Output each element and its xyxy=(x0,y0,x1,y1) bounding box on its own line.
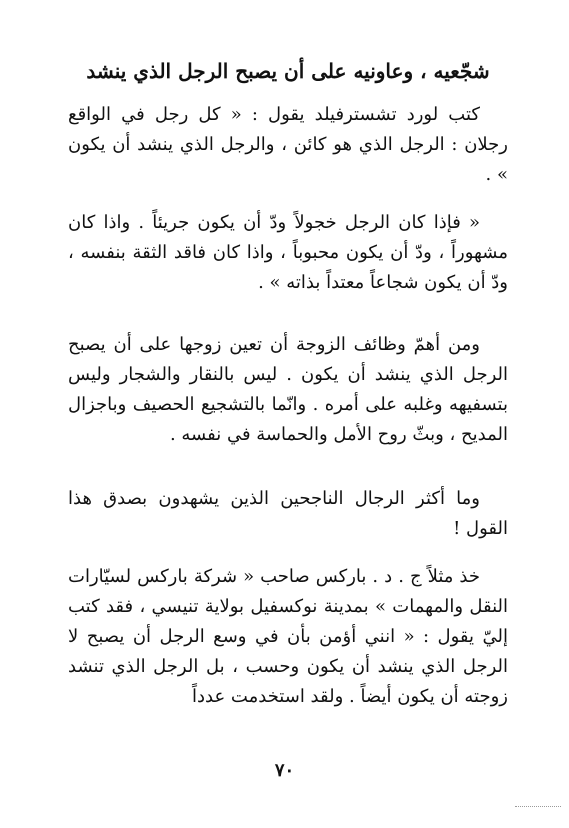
paragraph-3: ومن أهمّ وظائف الزوجة أن تعين زوجها على أن يصبح الرجل الذي ينشد أن يكون . ليس بالنقار والشجار وليس بتسفيهه وغلبه على أمره . وانّما بالتشجيع الحصيف وباجزال المديح ، وبثّ روح الأمل والحماسة في نفسه . xyxy=(68,334,508,445)
paragraph-4: وما أكثر الرجال الناجحين الذين يشهدون بصدق هذا القول ! xyxy=(68,488,508,539)
paragraph-2: « فإذا كان الرجل خجولاً ودّ أن يكون جريئاً . واذا كان مشهوراً ، ودّ أن يكون محبوباً ، واذا كان فاقد الثقة بنفسه ، ودّ أن يكون شجاعاً معتداً بذاته » . xyxy=(68,212,508,293)
page-number: ٧٠ xyxy=(274,760,295,781)
scan-edge-mark xyxy=(515,806,561,807)
page-heading: شجّعيه ، وعاونيه على أن يصبح الرجل الذي ينشد xyxy=(86,59,490,83)
paragraph-5: خذ مثلاً ج . د . باركس صاحب « شركة باركس لسيّارات النقل والمهمات » بمدينة نوكسفيل بولاية تنيسي ، فقد كتب إليّ يقول : « انني أؤمن بأن في وسع الرجل أن يصبح لا الرجل الذي ينشد أن يكون وحسب ، بل الرجل الذي تنشد زوجته أن يكون أيضاً . ولقد استخدمت عدداً xyxy=(68,566,508,707)
paragraph-1: كتب لورد تشسترفيلد يقول : « كل رجل في الواقع رجلان : الرجل الذي هو كائن ، والرجل الذي ينشد أن يكون » . xyxy=(68,104,508,185)
